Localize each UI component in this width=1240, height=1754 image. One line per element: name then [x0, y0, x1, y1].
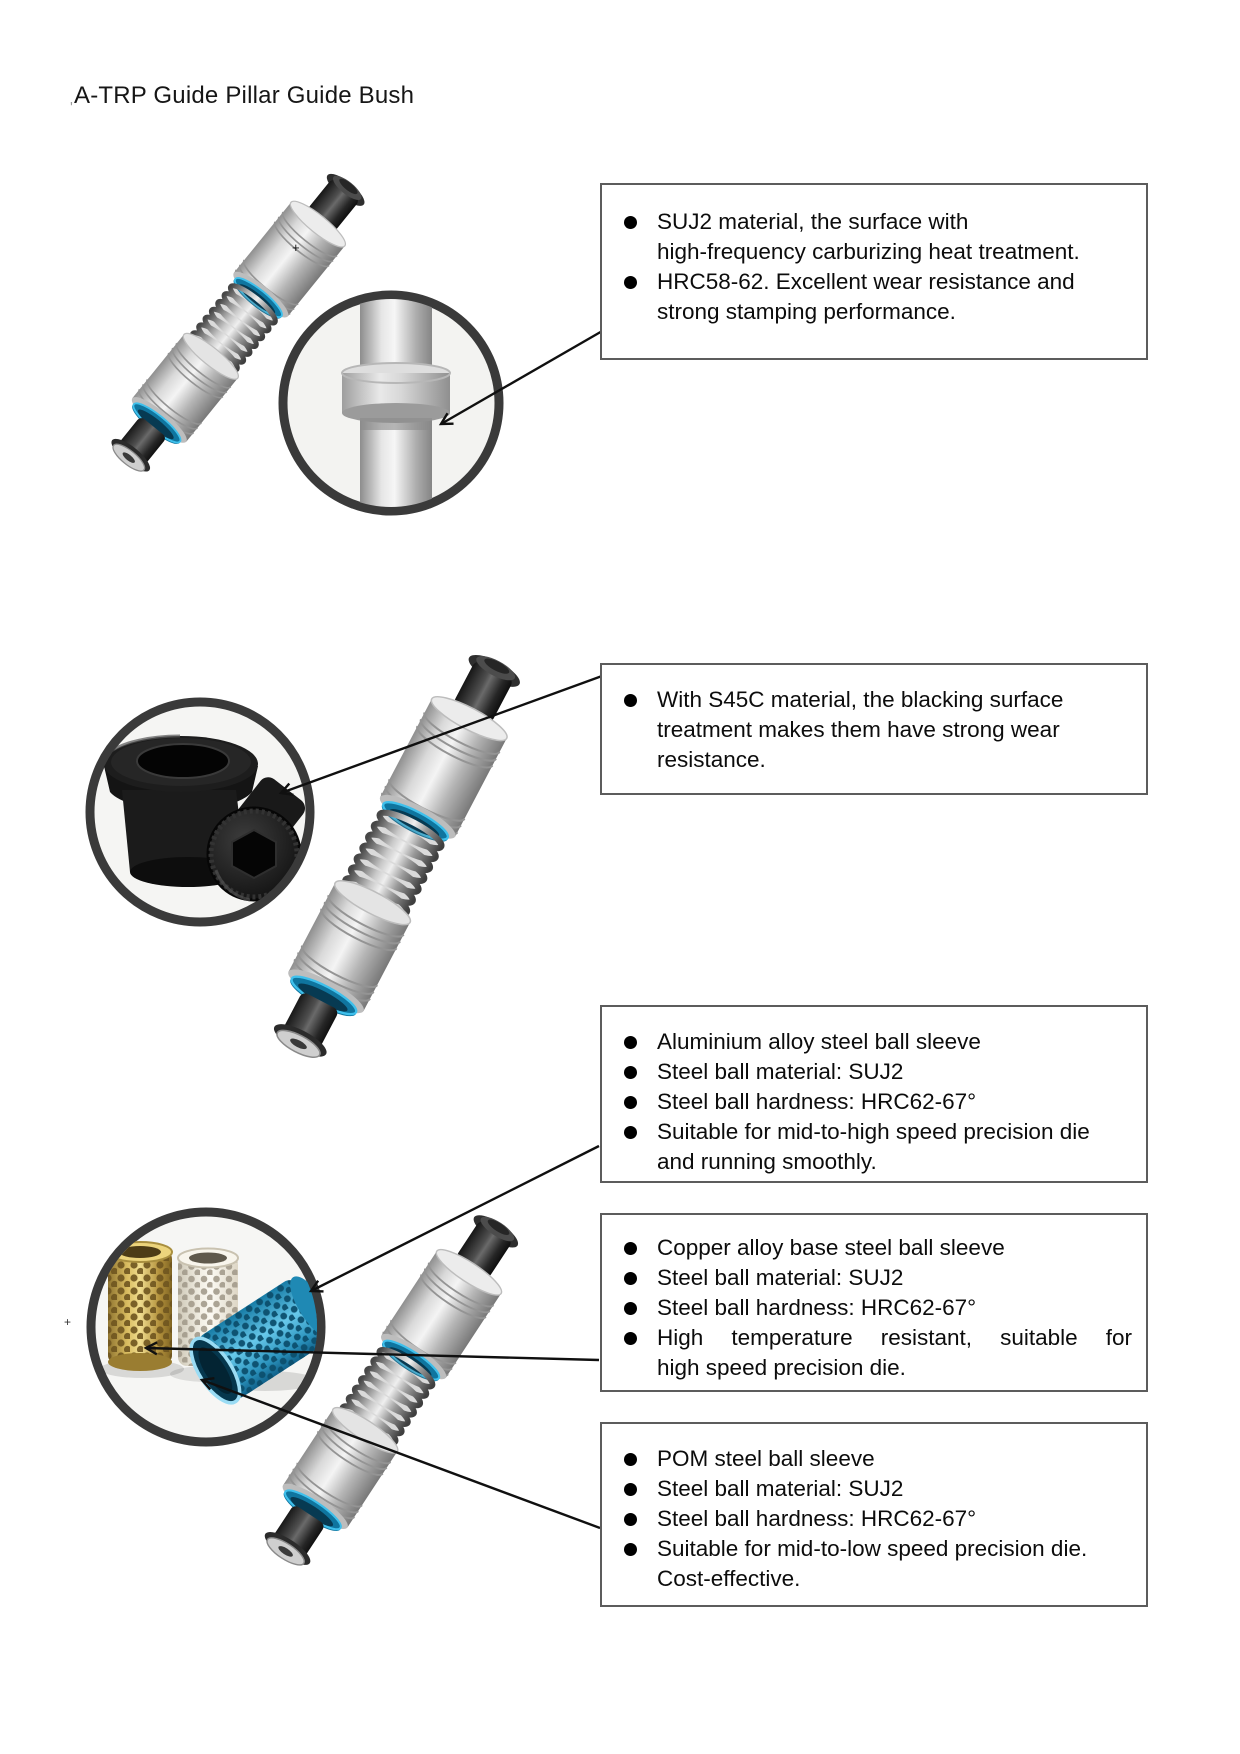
bullet-item	[602, 267, 1132, 327]
ball-sleeves-magnifier	[91, 1212, 344, 1442]
stray-cross-mark-top: +	[292, 240, 300, 255]
bullet-item	[602, 1233, 1132, 1263]
bullet-line: High temperature resistant, suitable for	[657, 1325, 1132, 1350]
bullet-item	[602, 1534, 1132, 1594]
feature-box-aluminium-sleeve	[600, 1005, 1148, 1183]
bullet-line: and running smoothly.	[657, 1149, 877, 1174]
bullet-line: Copper alloy base steel ball sleeve	[657, 1235, 1005, 1260]
bullet-item	[602, 1263, 1132, 1293]
bullet-line: high-frequency carburizing heat treatment.	[657, 239, 1080, 264]
bullet-icon	[624, 1513, 637, 1526]
bullet-line: Steel ball hardness: HRC62-67°	[657, 1295, 977, 1320]
stray-cross-mark-bottom: +	[64, 1315, 72, 1329]
page-title: A-TRP Guide Pillar Guide Bush	[74, 82, 415, 110]
bullet-line: Steel ball material: SUJ2	[657, 1059, 904, 1084]
guide-bush-magnifier	[90, 702, 310, 922]
bullet-line: POM steel ball sleeve	[657, 1446, 875, 1471]
bullet-line: Steel ball hardness: HRC62-67°	[657, 1506, 977, 1531]
bullet-icon	[624, 216, 637, 229]
bullet-item	[602, 1293, 1132, 1323]
bullet-item	[602, 1474, 1132, 1504]
shaft-collar-magnifier	[283, 290, 499, 520]
bullet-icon	[624, 1453, 637, 1466]
bullet-icon	[624, 1242, 637, 1255]
bullet-line: Suitable for mid-to-high speed precision die	[657, 1119, 1090, 1144]
bullet-line: Aluminium alloy steel ball sleeve	[657, 1029, 981, 1054]
bullet-icon	[624, 1272, 637, 1285]
bullet-icon	[624, 1332, 637, 1345]
bullet-icon	[624, 1302, 637, 1315]
bullet-line: Suitable for mid-to-low speed precision die.	[657, 1536, 1088, 1561]
bullet-line: SUJ2 material, the surface with	[657, 209, 969, 234]
bullet-icon	[624, 1036, 637, 1049]
bullet-line: Steel ball hardness: HRC62-67°	[657, 1089, 977, 1114]
bullet-item	[602, 1444, 1132, 1474]
bullet-icon	[624, 1066, 637, 1079]
feature-box-guide-bush	[600, 663, 1148, 795]
gold-sleeve-figure	[108, 1242, 172, 1371]
bullet-item	[602, 1087, 1132, 1117]
bullet-line: treatment makes them have strong wear	[657, 717, 1060, 742]
bullet-icon	[624, 276, 637, 289]
bullet-line: HRC58-62. Excellent wear resistance and	[657, 269, 1075, 294]
bullet-item	[602, 1504, 1132, 1534]
bullet-item	[602, 1057, 1132, 1087]
bullet-icon	[624, 694, 637, 707]
bullet-item	[602, 685, 1132, 775]
bullet-item	[602, 1323, 1132, 1383]
bullet-line: With S45C material, the blacking surface	[657, 687, 1064, 712]
bullet-line: Steel ball material: SUJ2	[657, 1265, 904, 1290]
bullet-line: resistance.	[657, 747, 766, 772]
bullet-icon	[624, 1483, 637, 1496]
feature-box-copper-sleeve	[600, 1213, 1148, 1392]
bullet-item	[602, 1117, 1132, 1177]
bullet-line: Steel ball material: SUJ2	[657, 1476, 904, 1501]
bullet-icon	[624, 1126, 637, 1139]
bullet-item	[602, 1027, 1132, 1057]
bullet-line: strong stamping performance.	[657, 299, 956, 324]
feature-box-guide-pillar	[600, 183, 1148, 360]
bullet-icon	[624, 1543, 637, 1556]
bullet-line: high speed precision die.	[657, 1355, 906, 1380]
bullet-line: Cost-effective.	[657, 1566, 801, 1591]
feature-box-pom-sleeve	[600, 1422, 1148, 1607]
stray-quote-mark: '	[70, 99, 73, 116]
bullet-item	[602, 207, 1132, 267]
bullet-icon	[624, 1096, 637, 1109]
